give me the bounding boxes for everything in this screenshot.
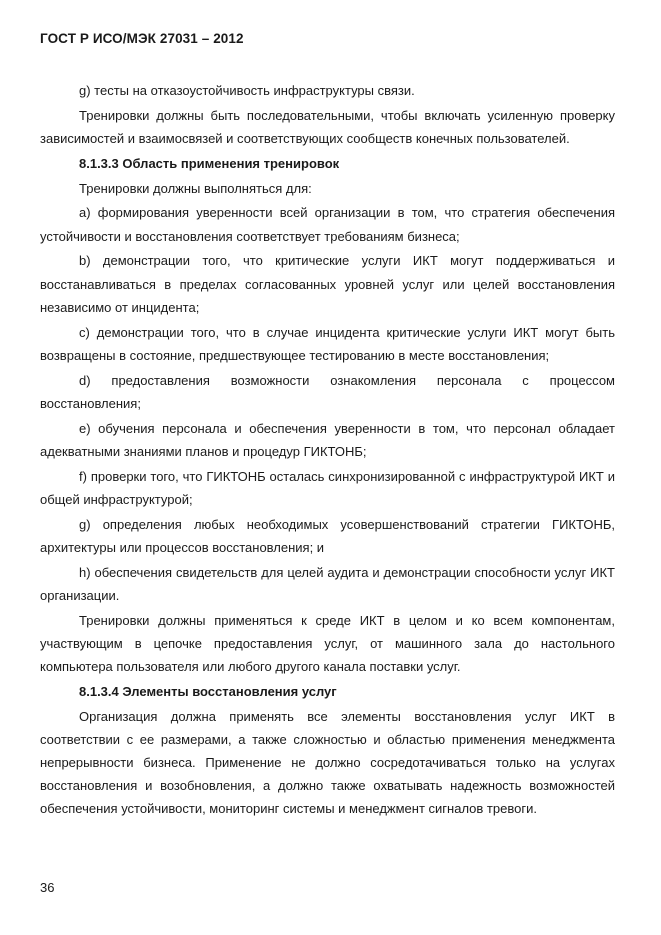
- document-header-title: ГОСТ Р ИСО/МЭК 27031 – 2012: [40, 31, 244, 46]
- list-item-a: a) формирования уверенности всей организации в том, что стратегия обеспечения устойчивости и восстановления соответствует требованиям бизнеса;: [40, 205, 615, 244]
- list-item-e: e) обучения персонала и обеспечения уверенности в том, что персонал обладает адекватными знаниями планов и процедур ГИКТОНБ;: [40, 420, 615, 459]
- paragraph-exercises-for: Тренировки должны выполняться для:: [79, 180, 312, 196]
- paragraph-sequential-exercises: Тренировки должны быть последовательными, чтобы включать усиленную проверку зависимостей и взаимосвязей и соответствующих сообществ конечных пользователей.: [40, 107, 615, 146]
- list-item-b: b) демонстрации того, что критические услуги ИКТ могут поддерживаться и восстанавливаться в пределах согласованных уровней услуг или целей восстановления независимо от инцидента;: [40, 253, 615, 315]
- page-number: 36: [40, 880, 55, 895]
- paragraph-service-recovery-elements: Организация должна применять все элементы восстановления услуг ИКТ в соответствии с ее размерами, а также сложностью и областью применения менеджмента непрерывности бизнеса. Применение не должно сосредотачиваться только на услугах восстановления и возобновления, а должно также охватывать надежность возможностей обеспечения устойчивости, мониторинг системы и менеджмент сигналов тревоги.: [40, 708, 615, 817]
- list-item-f: f) проверки того, что ГИКТОНБ осталась синхронизированной с инфраструктурой ИКТ и общей инфраструктурой;: [40, 468, 615, 507]
- section-heading-8-1-3-3: 8.1.3.3 Область применения тренировок: [79, 155, 340, 171]
- list-item-h: h) обеспечения свидетельств для целей аудита и демонстрации способности услуг ИКТ организации.: [40, 564, 615, 603]
- list-item-g-communications: g) тесты на отказоустойчивость инфраструктуры связи.: [79, 83, 415, 98]
- list-item-c: c) демонстрации того, что в случае инцидента критические услуги ИКТ могут быть возвращены в состояние, предшествующее тестированию в месте восстановления;: [40, 324, 615, 363]
- section-heading-8-1-3-4: 8.1.3.4 Элементы восстановления услуг: [79, 683, 337, 699]
- document-body: [40, 79, 615, 822]
- paragraph-exercise-scope: Тренировки должны применяться к среде ИКТ в целом и ко всем компонентам, участвующим в цепочке предоставления услуг, от машинного зала до настольного компьютера пользователя или любого другого канала поставки услуг.: [40, 612, 615, 674]
- list-item-d: d) предоставления возможности ознакомления персонала с процессом восстановления;: [40, 372, 615, 411]
- list-item-g: g) определения любых необходимых усовершенствований стратегии ГИКТОНБ, архитектуры или процессов восстановления; и: [40, 516, 615, 555]
